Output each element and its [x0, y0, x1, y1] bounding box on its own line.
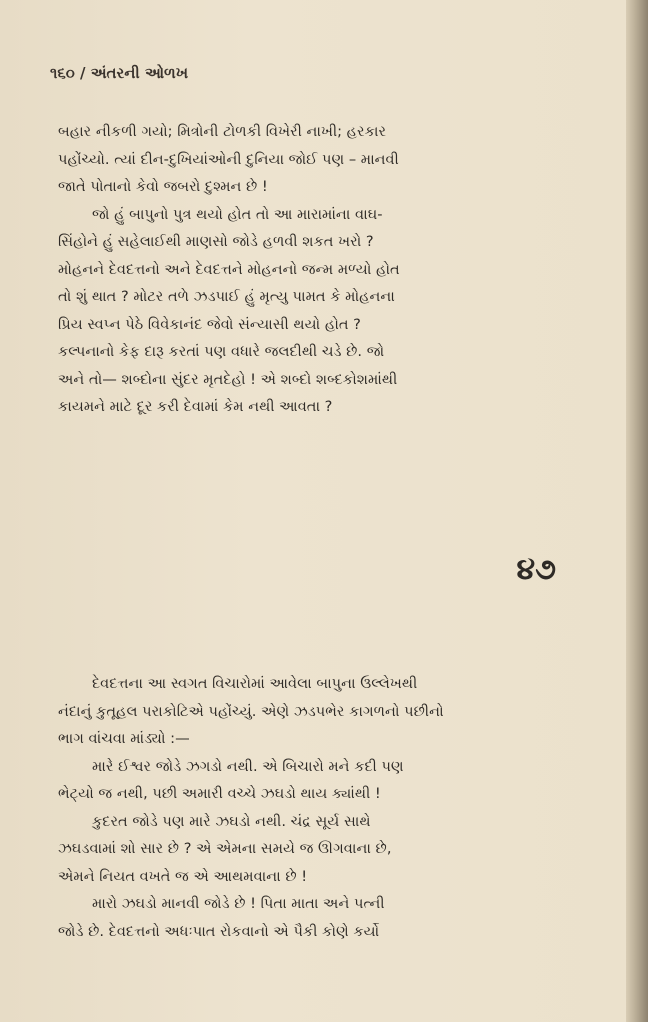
paragraph-line: ભેટ્યો જ નથી, પછી અમારી વચ્ચે ઝઘડો થાય ક્યાંથી ! [58, 785, 381, 802]
paragraph-line: પ્રિય સ્વપ્ન પેઠે વિવેકાનંદ જેવો સંન્યાસી થયો હોત ? [58, 315, 361, 333]
page-edge-shadow [626, 0, 648, 1022]
paragraph-line: પહોંચ્યો. ત્યાં દીન-દુખિયાંઓની દુનિયા જોઈ પણ – માનવી [58, 150, 399, 168]
page-number: ૧૬૦ [50, 64, 75, 82]
header-separator: / [80, 64, 86, 82]
paragraph-line: બહાર નીકળી ગયો; મિત્રોની ટોળકી વિખેરી નાખી; હરકાર [58, 123, 387, 140]
paragraph-line: ઝઘડવામાં શો સાર છે ? એ એમના સમયે જ ઊગવાના છે, [58, 840, 392, 857]
paragraph-line: સિંહોને હું સહેલાઈથી માણસો જોડે હળવી શકત ખરો ? [58, 233, 374, 250]
paragraph-line: મારે ઈશ્વર જોડે ઝગડો નથી. એ બિચારો મને કદી પણ [92, 757, 404, 775]
text-block-top [58, 118, 578, 421]
paragraph-line: કલ્પનાનો કેફ દારૂ કરતાં પણ વધારે જલદીથી ચડે છે. જો [58, 343, 385, 360]
running-header [50, 64, 188, 82]
paragraph-line: મારો ઝઘડો માનવી જોડે છે ! પિતા માતા અને પત્ની [92, 895, 385, 912]
paragraph-line: જોડે છે. દેવદત્તનો અધઃપાત રોકવાનો એ પૈકી કોણે કર્યો [58, 922, 380, 940]
paragraph-line: કાયમને માટે દૂર કરી દેવામાં કેમ નથી આવતા ? [58, 398, 333, 415]
paragraph-line: કુદરત જોડે પણ મારે ઝઘડો નથી. ચંદ્ર સૂર્ય સાથે [92, 812, 371, 830]
chapter-number: ૪૭ [516, 552, 556, 587]
paragraph-line: મોહનને દેવદત્તનો અને દેવદત્તને મોહનનો જન્મ મળ્યો હોત [58, 260, 400, 278]
paragraph-line: ભાગ વાંચવા માંડ્યો :— [58, 730, 190, 747]
paragraph-line: દેવદત્તના આ સ્વગત વિચારોમાં આવેલા બાપુના ઉલ્લેખથી [92, 675, 418, 692]
paragraph-line: અને તો— શબ્દોના સુંદર મૃતદેહો ! એ શબ્દો શબ્દકોશમાંથી [58, 370, 398, 388]
paragraph-line: નંદાનું કુતૂહલ પરાકોટિએ પહોંચ્યું. એણે ઝડપભેર કાગળનો પછીનો [58, 702, 444, 720]
book-title: અંતરની ઓળખ [90, 64, 189, 82]
paragraph-line: એમને નિયત વખતે જ એ આથમવાના છે ! [58, 867, 308, 885]
text-block-bottom [58, 670, 578, 945]
paragraph-line: જાતે પોતાનો કેવો જબરો દુશ્મન છે ! [58, 178, 268, 195]
paragraph-line: જો હું બાપુનો પુત્ર થયો હોત તો આ મારામાંના વાઘ- [92, 205, 383, 223]
paragraph-line: તો શું થાત ? મોટર તળે ઝડપાઈ હું મૃત્યુ પામત કે મોહનના [58, 288, 395, 305]
